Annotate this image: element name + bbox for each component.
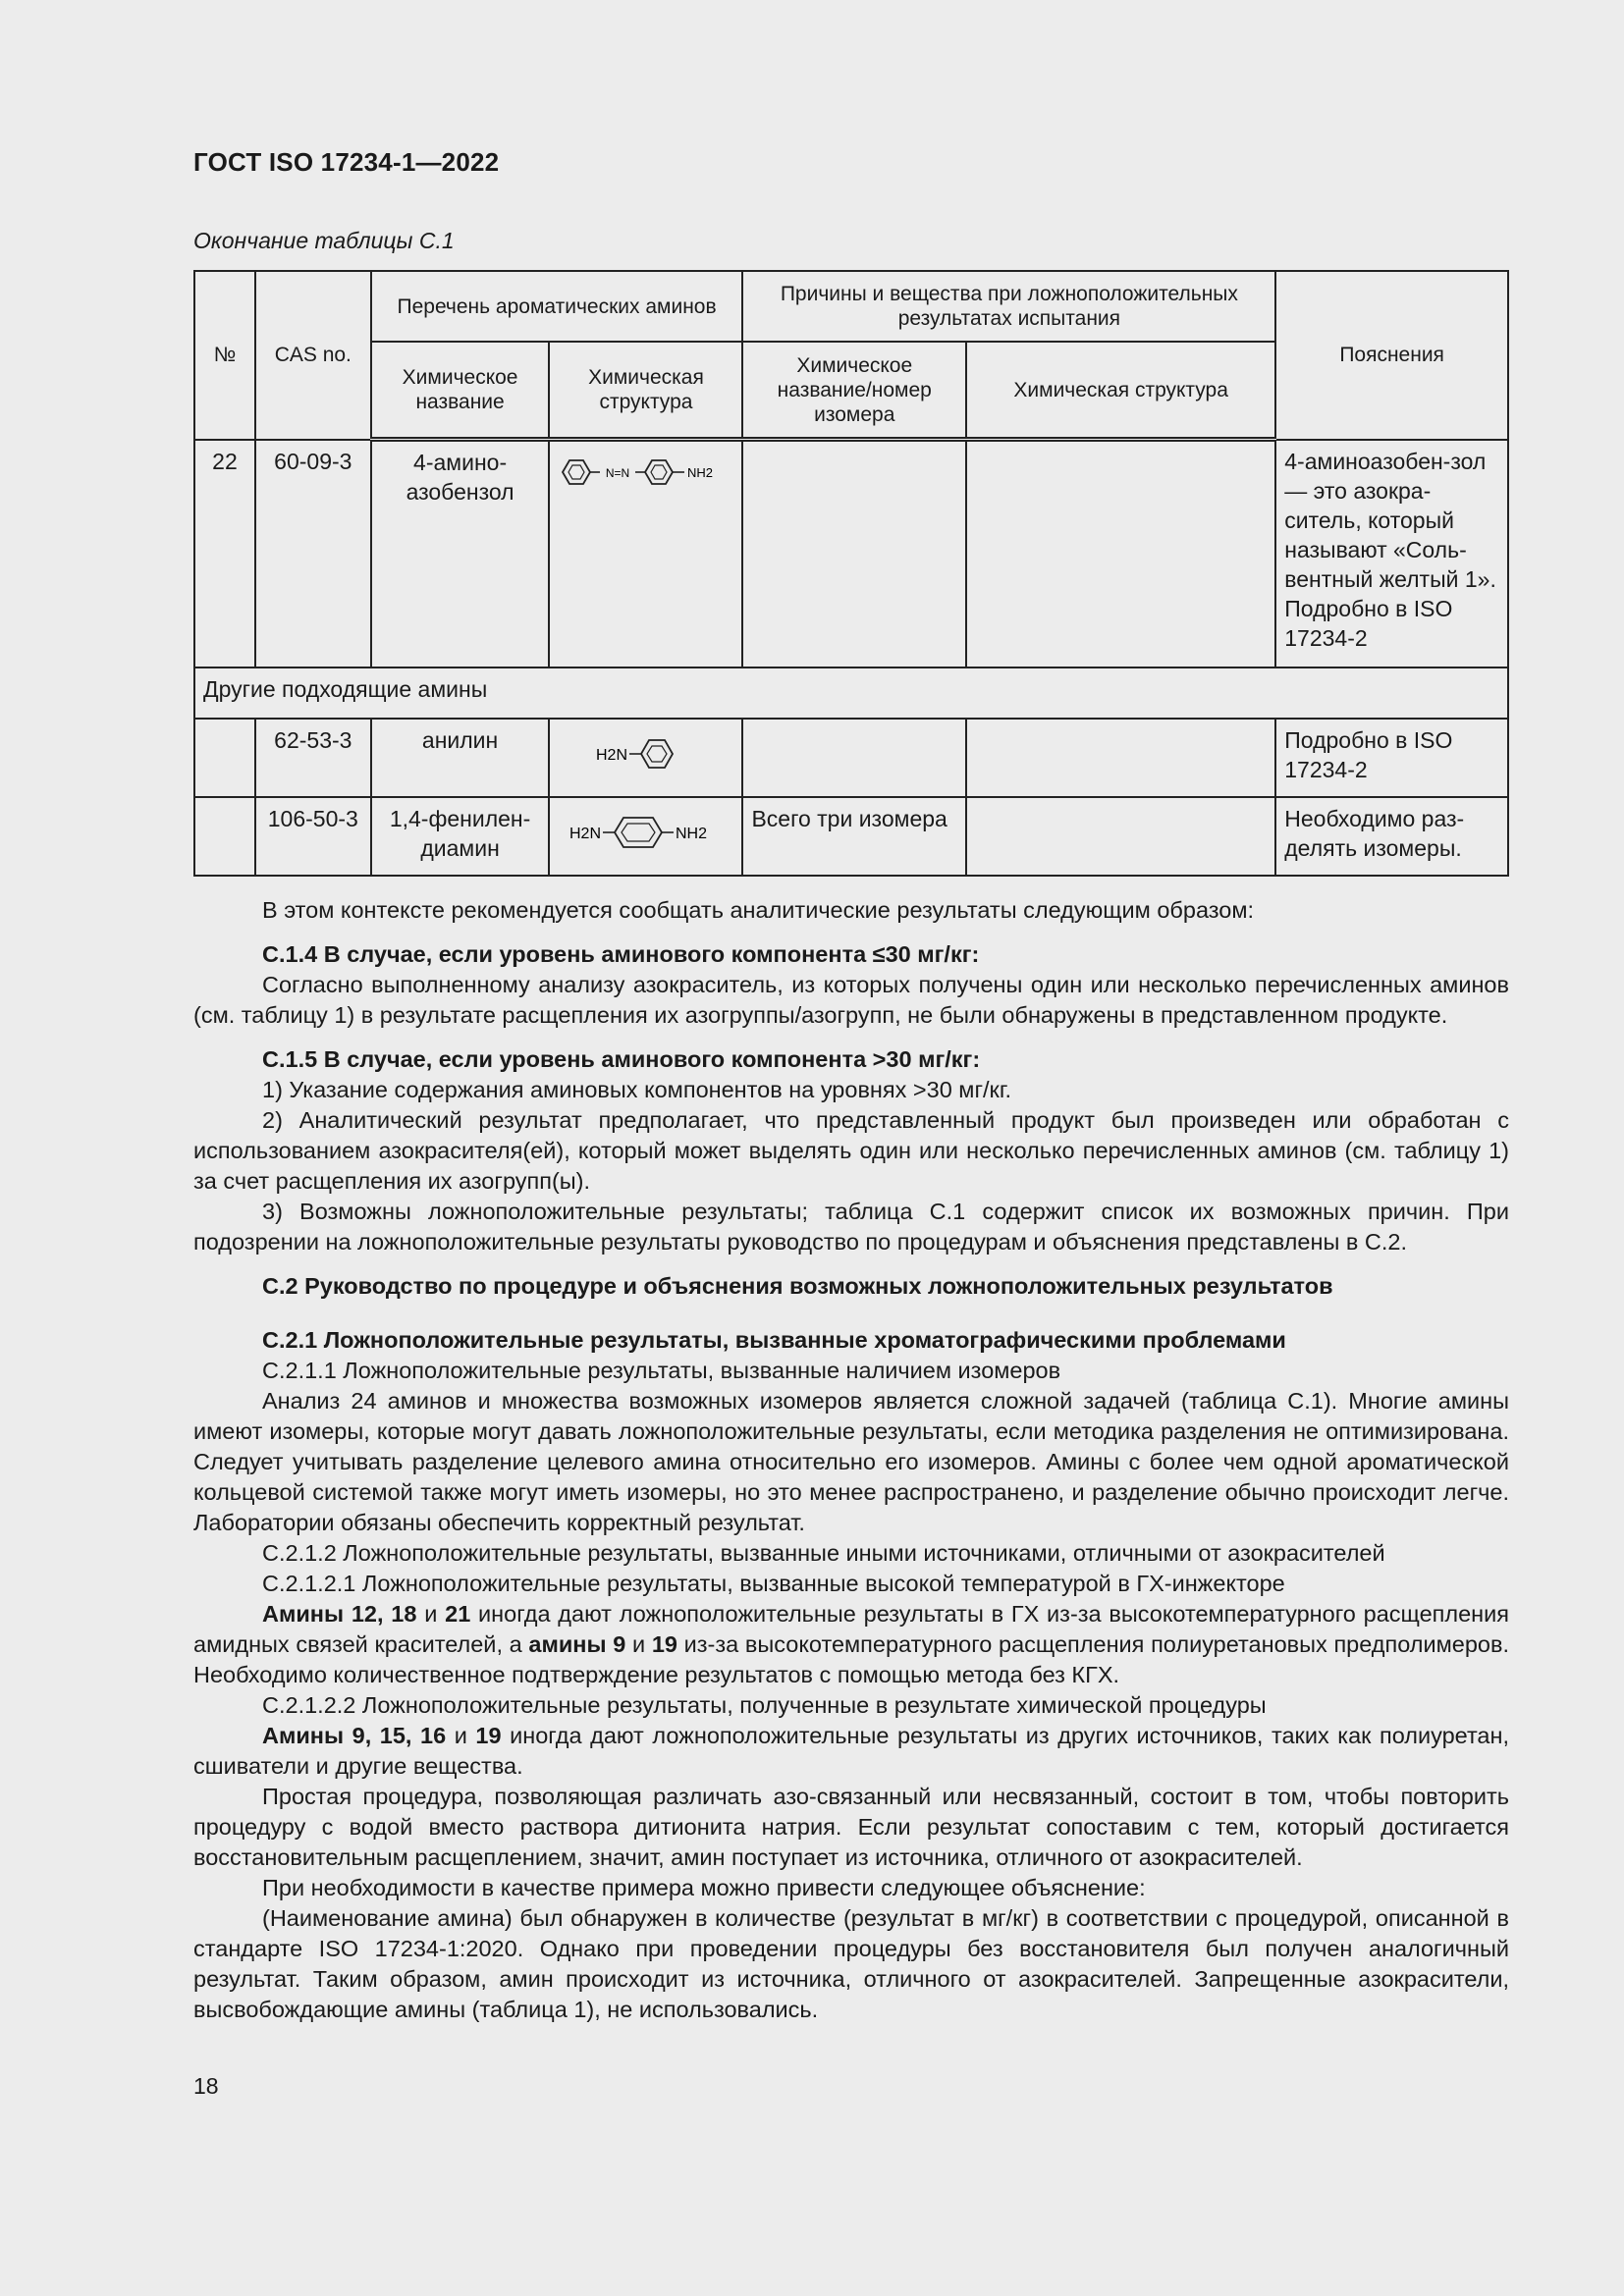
page-number: 18 (193, 2073, 219, 2099)
amino-group-label: H2N (595, 746, 627, 764)
paragraph: Амины 9, 15, 16 и 19 иногда дают ложноположительные результаты из других источников, таких как полиуретан, сшиватели и другие вещества. (193, 1723, 1510, 1779)
header-num: № (194, 271, 255, 440)
paragraph: При необходимости в качестве примера можно привести следующее объяснение: (262, 1875, 1146, 1900)
cell-cas: 106-50-3 (255, 797, 371, 876)
body-text (193, 895, 1509, 2025)
cell-num (194, 797, 255, 876)
paragraph: В этом контексте рекомендуется сообщать аналитические результаты следующим образом: (262, 897, 1255, 923)
cell-false-struct (966, 797, 1275, 876)
subsection-heading: С.2.1.2.2 Ложноположительные результаты, полученные в результате химической процедуры (262, 1692, 1267, 1718)
header-false-name: Химическое название/номер изомера (742, 342, 966, 440)
aniline-structure-icon (592, 729, 700, 774)
subsection-heading: С.2.1.2.1 Ложноположительные результаты, вызванные высокой температурой в ГХ-инжекторе (262, 1571, 1285, 1596)
section-heading: С.1.5 В случае, если уровень аминового компонента >30 мг/кг: (262, 1046, 981, 1072)
azobenzene-structure-icon (559, 452, 733, 493)
cell-num: 22 (194, 440, 255, 667)
azo-group-label: N=N (605, 466, 630, 480)
paragraph: 2) Аналитический результат предполагает, что представленный продукт был произведен или обработан с использованием азокрасителя(ей), который может выделять один или несколько перечисленных аминов (см. таблицу 1) за счет расщепления их азогрупп(ы). (193, 1107, 1509, 1194)
document-header: ГОСТ ISO 17234-1—2022 (193, 147, 500, 177)
cell-notes: 4-аминоазобен-зол — это азокра-ситель, который называют «Соль-вентный желтый 1». Подробно в ISO 17234-2 (1275, 440, 1508, 667)
table-c1 (193, 270, 1509, 877)
cell-false-name (742, 440, 966, 667)
header-chem-name: Химическое название (371, 342, 550, 440)
cell-notes: Подробно в ISO 17234-2 (1275, 719, 1508, 797)
group-label: Другие подходящие амины (194, 667, 1508, 719)
cell-chem-name: 1,4-фенилен-диамин (371, 797, 550, 876)
phenylenediamine-structure-icon (568, 808, 725, 853)
header-chem-struct: Химическая структура (549, 342, 742, 440)
cell-chem-struct (549, 719, 742, 797)
cell-false-struct (966, 440, 1275, 667)
header-amines-group: Перечень ароматических аминов (371, 271, 743, 342)
cell-cas: 62-53-3 (255, 719, 371, 797)
section-heading: С.2.1 Ложноположительные результаты, вызванные хроматографическими проблемами (262, 1327, 1286, 1353)
table-row (194, 440, 1508, 667)
paragraph: Простая процедура, позволяющая различать азо-связанный или несвязанный, состоит в том, чтобы повторить процедуру с водой вместо раствора дитионита натрия. Если результат сопоставим с тем, который достигается восстановительным расщеплением, значит, амин поступает из источника, отличного от азокрасителей. (193, 1784, 1509, 1870)
header-false-struct: Химическая структура (966, 342, 1275, 440)
amino-group-left-label: H2N (568, 825, 601, 842)
subsection-heading: С.2.1.1 Ложноположительные результаты, вызванные наличием изомеров (262, 1358, 1061, 1383)
table-group-row (194, 667, 1508, 719)
subsection-heading: С.2.1.2 Ложноположительные результаты, вызванные иными источниками, отличными от азокрасителей (262, 1540, 1385, 1566)
paragraph: Согласно выполненному анализу азокраситель, из которых получены один или несколько перечисленных аминов (см. таблицу 1) в результате расщепления их азогруппы/азогрупп, не были обнаружены в представленном продукте. (193, 972, 1509, 1028)
header-cas: CAS no. (255, 271, 371, 440)
table-row (194, 797, 1508, 876)
cell-chem-name: 4-амино-азобензол (371, 440, 550, 667)
cell-num (194, 719, 255, 797)
cell-chem-name: анилин (371, 719, 550, 797)
cell-false-name (742, 719, 966, 797)
header-false-group: Причины и вещества при ложноположительных результатах испытания (742, 271, 1275, 342)
amino-group-label: NH2 (686, 465, 713, 480)
paragraph: Анализ 24 аминов и множества возможных изомеров является сложной задачей (таблица С.1). Многие амины имеют изомеры, которые могут давать ложноположительные результаты, если методика разделения не оптимизирована. Следует учитывать разделение целевого амина относительно его изомеров. Амины с более чем одной ароматической кольцевой системой также могут иметь изомеры, но это менее распространено, и разделение обычно происходит легче. Лаборатории обязаны обеспечить корректный результат. (193, 1388, 1509, 1535)
table-caption: Окончание таблицы С.1 (193, 228, 455, 253)
table-row (194, 719, 1508, 797)
cell-chem-struct (549, 440, 742, 667)
header-notes: Пояснения (1275, 271, 1508, 440)
paragraph: Амины 12, 18 и 21 иногда дают ложноположительные результаты в ГХ из-за высокотемпературного расщепления амидных связей красителей, а амины 9 и 19 из-за высокотемпературного расщепления полиуретановых предполимеров. Необходимо количественное подтверждение результатов с помощью метода без КГХ. (193, 1601, 1510, 1687)
cell-false-name: Всего три изомера (742, 797, 966, 876)
section-heading: С.2 Руководство по процедуре и объяснения возможных ложноположительных результатов (262, 1273, 1333, 1299)
paragraph: (Наименование амина) был обнаружен в количестве (результат в мг/кг) в соответствии с процедурой, описанной в стандарте ISO 17234-1:2020. Однако при проведении процедуры без восстановителя был получен аналогичный результат. Таким образом, амин происходит из источника, отличного от азокрасителей. Запрещенные азокрасители, высвобождающие амины (таблица 1), не использовались. (193, 1905, 1509, 2022)
paragraph: 1) Указание содержания аминовых компонентов на уровнях >30 мг/кг. (262, 1077, 1012, 1102)
cell-false-struct (966, 719, 1275, 797)
paragraph: 3) Возможны ложноположительные результаты; таблица С.1 содержит список их возможных причин. При подозрении на ложноположительные результаты руководство по процедурам и объяснения представлены в С.2. (193, 1199, 1509, 1255)
amino-group-right-label: NH2 (675, 825, 707, 842)
section-heading: С.1.4 В случае, если уровень аминового компонента ≤30 мг/кг: (262, 941, 980, 967)
cell-notes: Необходимо раз-делять изомеры. (1275, 797, 1508, 876)
cell-cas: 60-09-3 (255, 440, 371, 667)
cell-chem-struct (549, 797, 742, 876)
